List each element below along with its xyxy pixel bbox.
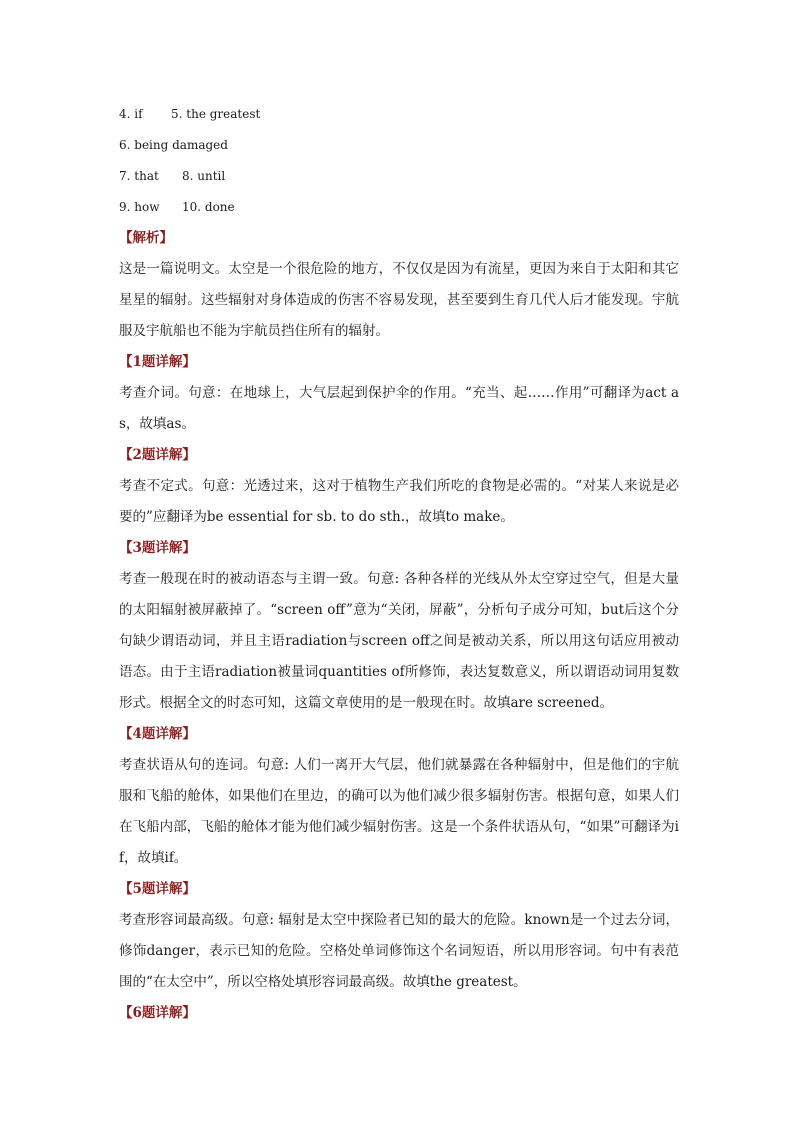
detail-text-2: 考查不定式。句意：光透过来，这对于植物生产我们所吃的食物是必需的。“对某人来说是必要的”应翻译为be essential for sb. to do sth.，故填to make。 [119, 478, 679, 525]
answer-item: 5. the greatest [171, 107, 261, 121]
answer-item: 8. until [182, 169, 226, 183]
analysis-text: 这是一篇说明文。太空是一个很危险的地方，不仅仅是因为有流星，更因为来自于太阳和其它星星的辐射。这些辐射对身体造成的伤害不容易发现，甚至要到生育几代人后才能发现。宇航服及宇航船也不能为宇航员挡住所有的辐射。 [119, 261, 679, 339]
detail-heading-1: 【1题详解】 [119, 354, 196, 370]
detail-text-1: 考查介词。句意：在地球上，大气层起到保护伞的作用。“充当、起……作用”可翻译为act as，故填as。 [119, 385, 679, 432]
answer-row [119, 161, 679, 192]
detail-heading-2: 【2题详解】 [119, 447, 196, 463]
answer-item: 9. how [119, 200, 160, 214]
answer-row [119, 130, 679, 161]
answer-row [119, 192, 679, 223]
detail-heading-4: 【4题详解】 [119, 726, 196, 742]
answer-row [119, 99, 679, 130]
document-content [119, 99, 679, 1029]
answer-item: 4. if [119, 107, 143, 121]
answer-item: 7. that [119, 169, 159, 183]
detail-heading-3: 【3题详解】 [119, 540, 196, 556]
detail-heading-5: 【5题详解】 [119, 881, 196, 897]
analysis-heading: 【解析】 [119, 230, 173, 246]
detail-heading-6: 【6题详解】 [119, 1005, 196, 1021]
answer-item: 6. being damaged [119, 138, 228, 152]
detail-text-3: 考查一般现在时的被动语态与主谓一致。句意: 各种各样的光线从外太空穿过空气，但是大量的太阳辐射被屏蔽掉了。“screen off”意为“关闭，屏蔽”，分析句子成分可知，but后这个分句缺少谓语动词，并且主语radiation与screen off之间是被动关系，所以用这句话应用被动语态。由于主语radiation被量词quantities of所修饰，表达复数意义，所以谓语动词用复数形式。根据全文的时态可知，这篇文章使用的是一般现在时。故填are screened。 [119, 571, 679, 711]
detail-text-5: 考查形容词最高级。句意: 辐射是太空中探险者已知的最大的危险。known是一个过去分词，修饰danger，表示已知的危险。空格处单词修饰这个名词短语，所以用形容词。句中有表范围的“在太空中”，所以空格处填形容词最高级。故填the greatest。 [119, 912, 679, 990]
detail-text-4: 考查状语从句的连词。句意: 人们一离开大气层，他们就暴露在各种辐射中，但是他们的宇航服和飞船的舱体，如果他们在里边，的确可以为他们减少很多辐射伤害。根据句意，如果人们在飞船内部，飞船的舱体才能为他们减少辐射伤害。这是一个条件状语从句，“如果”可翻译为if，故填if。 [119, 757, 679, 866]
answer-item: 10. done [182, 200, 235, 214]
